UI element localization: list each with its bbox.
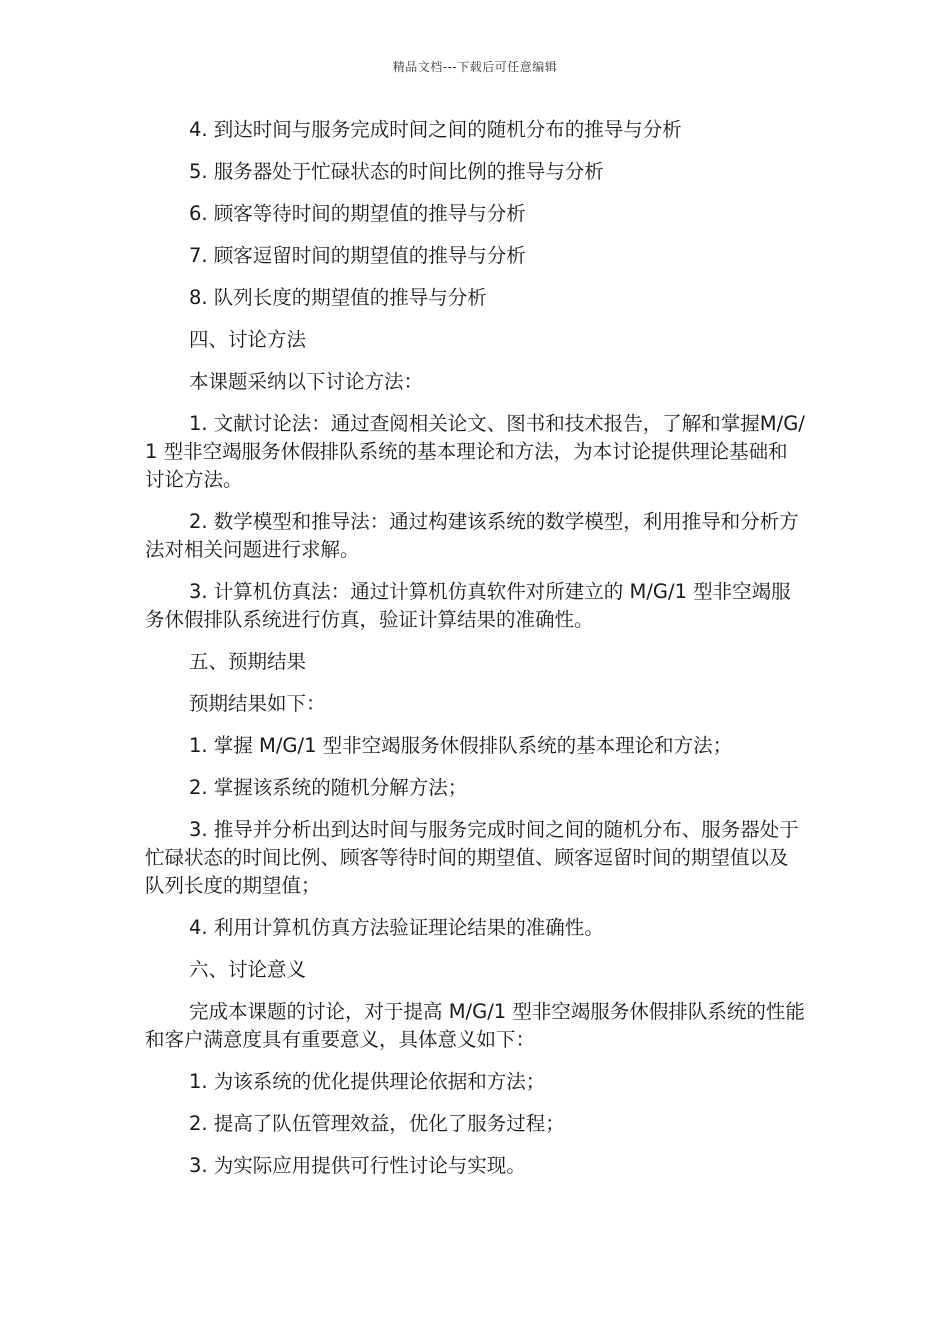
paragraph-significance-1: 1. 为该系统的优化提供理论依据和方法； xyxy=(189,1070,546,1093)
section-heading-expected-results: 五、预期结果 xyxy=(189,650,307,673)
page-header-watermark: 精品文档---下载后可任意编辑 xyxy=(392,60,558,74)
paragraph-methods-intro: 本课题采纳以下讨论方法： xyxy=(189,370,424,393)
paragraph-result-4: 4. 利用计算机仿真方法验证理论结果的准确性。 xyxy=(189,916,604,939)
paragraph-result-1: 1. 掌握 M/G/1 型非空竭服务休假排队系统的基本理论和方法； xyxy=(189,734,733,757)
section-heading-methods: 四、讨论方法 xyxy=(189,328,307,351)
paragraph-method-literature: 1. 文献讨论法：通过查阅相关论文、图书和技术报告，了解和掌握M/G/1 型非空竭服务休假排队系统的基本理论和方法，为本讨论提供理论基础和讨论方法。 xyxy=(145,412,805,491)
paragraph-analysis-item-4: 4. 到达时间与服务完成时间之间的随机分布的推导与分析 xyxy=(189,118,682,141)
paragraph-significance-2: 2. 提高了队伍管理效益，优化了服务过程； xyxy=(189,1112,565,1135)
paragraph-analysis-item-8: 8. 队列长度的期望值的推导与分析 xyxy=(189,286,487,309)
paragraph-result-3: 3. 推导并分析出到达时间与服务完成时间之间的随机分布、服务器处于忙碌状态的时间比例、顾客等待时间的期望值、顾客逗留时间的期望值以及队列长度的期望值； xyxy=(145,818,799,897)
paragraph-method-simulation: 3. 计算机仿真法：通过计算机仿真软件对所建立的 M/G/1 型非空竭服务休假排队系统进行仿真，验证计算结果的准确性。 xyxy=(145,580,791,631)
paragraph-results-intro: 预期结果如下： xyxy=(189,692,326,715)
paragraph-result-2: 2. 掌握该系统的随机分解方法； xyxy=(189,776,468,799)
paragraph-method-math-model: 2. 数学模型和推导法：通过构建该系统的数学模型，利用推导和分析方法对相关问题进行求解。 xyxy=(145,510,799,561)
paragraph-analysis-item-5: 5. 服务器处于忙碌状态的时间比例的推导与分析 xyxy=(189,160,604,183)
paragraph-significance-intro: 完成本课题的讨论，对于提高 M/G/1 型非空竭服务休假排队系统的性能和客户满意度具有重要意义，具体意义如下： xyxy=(145,1000,805,1051)
document-body xyxy=(145,116,805,1194)
paragraph-analysis-item-6: 6. 顾客等待时间的期望值的推导与分析 xyxy=(189,202,526,225)
paragraph-analysis-item-7: 7. 顾客逗留时间的期望值的推导与分析 xyxy=(189,244,526,267)
section-heading-significance: 六、讨论意义 xyxy=(189,958,307,981)
paragraph-significance-3: 3. 为实际应用提供可行性讨论与实现。 xyxy=(189,1154,526,1177)
